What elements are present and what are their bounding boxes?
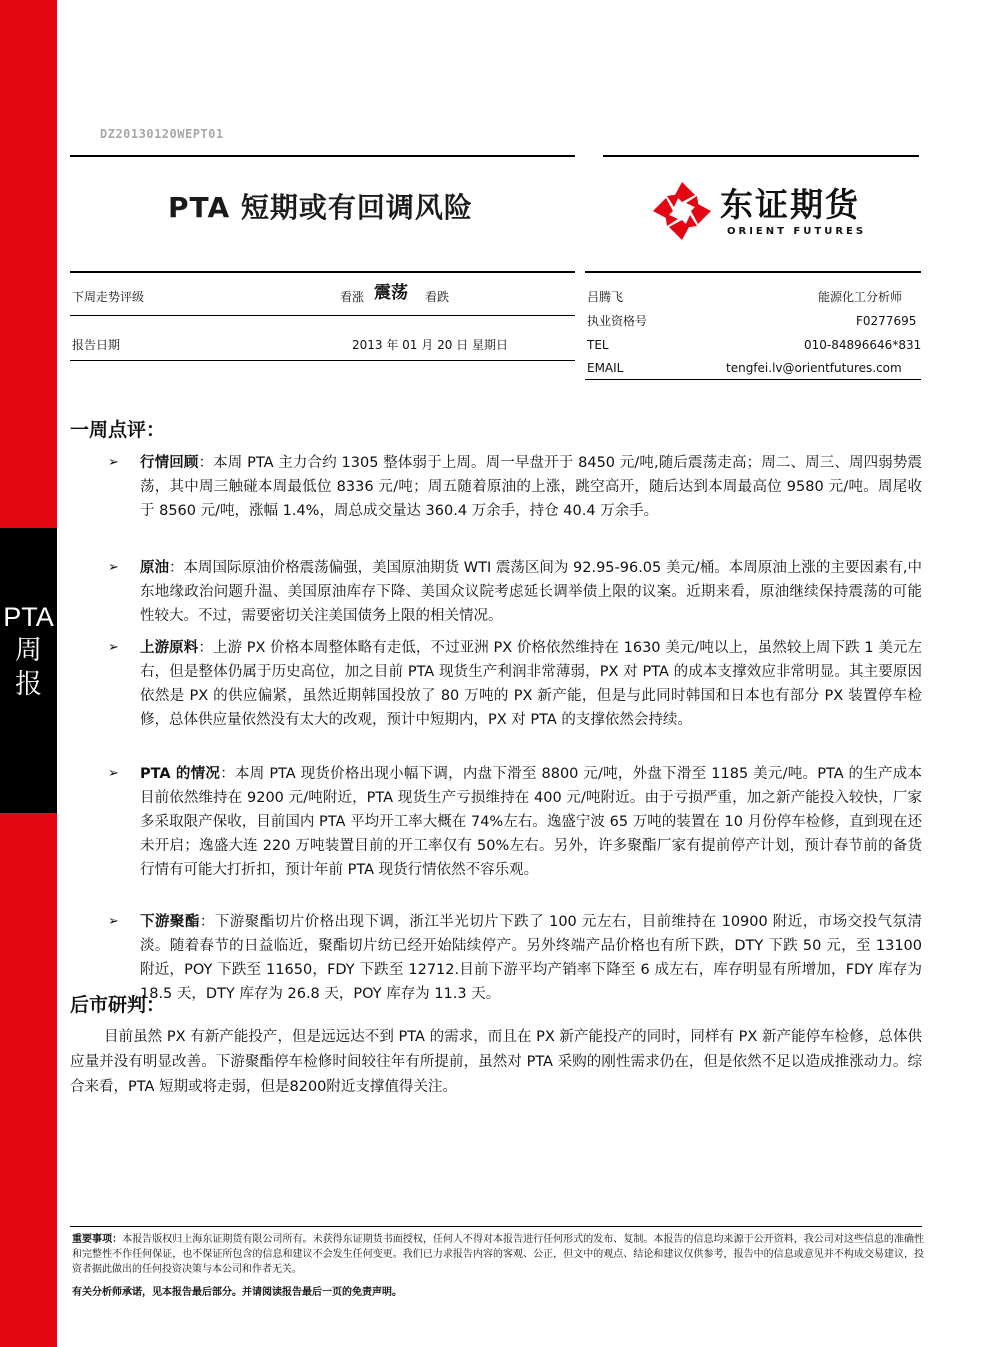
info-rule-left	[70, 271, 575, 273]
tel-value: 010-84896646*831	[804, 338, 922, 352]
license-value: F0277695	[856, 314, 917, 328]
review-item-key: 上游原料	[140, 640, 199, 656]
bullet-icon: ➢	[108, 766, 119, 781]
review-item-text: ：本周 PTA 现货价格出现小幅下调，内盘下滑至 8800 元/吨，外盘下滑至 1185 美元/吨。PTA 的生产成本目前依然维持在 9200 元/吨附近，PTA 现货生产亏损维持在 400 元/吨附近。由于亏损严重，加之新产能投入较快，厂家多采取限产保收，目前国内 PTA 平均开工率大概在 74%左右。逸盛宁波 65 万吨的装置在 10 月份停车检修，直到现在还未开启；逸盛大连 220 万吨装置目前的开工率仅有 50%左右。另外，许多聚酯厂家有提前停产计划，预计春节前的备货行情有可能大打折扣，预计年前 PTA 现货行情依然不容乐观。	[140, 766, 922, 878]
report-title: PTA 短期或有回调风险	[168, 191, 473, 224]
company-logo-english: ORIENT FUTURES	[727, 226, 867, 237]
review-item-downstream	[140, 910, 922, 1006]
header-rule-right	[603, 155, 919, 157]
report-date-label: 报告日期	[72, 338, 121, 352]
rating-value: 震荡	[374, 283, 408, 303]
review-item-key: 行情回顾	[140, 455, 199, 471]
info-divider-left	[70, 315, 575, 316]
tel-label: TEL	[587, 338, 609, 352]
analyst-promise-note: 有关分析师承诺，见本报告最后部分。并请阅读报告最后一页的免责声明。	[72, 1287, 402, 1298]
review-item-text: ：本周 PTA 主力合约 1305 整体弱于上周。周一早盘开于 8450 元/吨,随后震荡走高；周二、周三、周四弱势震荡，其中周三触碰本周最低位 8336 元/吨；周五随着原油的上涨，跳空高开，随后达到本周最高位 9580 元/吨。周尾收于 8560 元/吨，涨幅 1.4%，周总成交量达 360.4 万余手，持仓 40.4 万余手。	[140, 455, 923, 519]
rating-up-label: 看涨	[340, 290, 365, 304]
info-rule-right	[585, 271, 921, 273]
footer-rule	[70, 1226, 922, 1227]
info-divider-left-2	[70, 360, 575, 361]
license-label: 执业资格号	[587, 314, 648, 328]
review-item-key: 下游聚酯	[140, 914, 200, 930]
info-rule-bottom-right	[585, 379, 921, 380]
review-item-key: 原油	[140, 560, 170, 576]
disclaimer-label: 重要事项：	[72, 1234, 123, 1245]
bullet-icon: ➢	[108, 560, 119, 575]
bullet-icon: ➢	[108, 914, 119, 929]
rating-label: 下周走势评级	[72, 290, 145, 304]
section-heading-outlook: 后市研判：	[70, 994, 166, 1016]
review-item-text: ：本周国际原油价格震荡偏强，美国原油期货 WTI 震荡区间为 92.95-96.05 美元/桶。本周原油上涨的主要因素有,中东地缘政治问题升温、美国原油库存下降、美国众议院考虑延长调举债上限的议案。近期来看，原油继续保持震荡的可能性较大。不过，需要密切关注美国债务上限的相关情况。	[140, 560, 922, 624]
analyst-title: 能源化工分析师	[818, 290, 903, 304]
bullet-icon: ➢	[108, 455, 119, 470]
review-item-text: ：下游聚酯切片价格出现下调，浙江半光切片下跌了 100 元左右，目前维持在 10900 附近，市场交投气氛清淡。随着春节的日益临近，聚酯切片纺已经开始陆续停产。另外终端产品价格也有所下跌，DTY 下跌 50 元，至 13100 附近，POY 下跌至 11650，FDY 下跌至 12712.目前下游平均产销率下降至 6 成左右，库存明显有所增加，FDY 库存为 18.5 天，DTY 库存为 26.8 天，POY 库存为 11.3 天。	[140, 914, 922, 1002]
outlook-paragraph: 目前虽然 PX 有新产能投产，但是远远达不到 PTA 的需求，而且在 PX 新产能投产的同时，同样有 PX 新产能停车检修，总体供应量并没有明显改善。下游聚酯停车检修时间较往年有所提前，虽然对 PTA 采购的刚性需求仍在，但是依然不足以造成推涨动力。综合来看，PTA 短期或将走弱，但是8200附近支撑值得关注。	[70, 1029, 922, 1095]
review-item-market	[140, 451, 922, 523]
review-item-text: ：上游 PX 价格本周整体略有走低，不过亚洲 PX 价格依然维持在 1630 美元/吨以上，虽然较上周下跌 1 美元左右，但是整体仍属于历史高位，加之目前 PTA 现货生产利润非常薄弱，PX 对 PTA 的成本支撑效应非常明显。其主要原因依然是 PX 的供应偏紧，虽然近期韩国投放了 80 万吨的 PX 新产能，但是与此同时韩国和日本也有部分 PX 装置停车检修，总体供应量依然没有太大的改观，预计中短期内，PX 对 PTA 的支撑依然会持续。	[140, 640, 922, 728]
company-logo-icon	[651, 180, 713, 242]
review-item-pta	[140, 762, 922, 882]
document-code: DZ20130120WEPT01	[100, 127, 224, 141]
section-heading-review: 一周点评：	[70, 419, 166, 441]
company-logo-text: 东证期货	[720, 185, 860, 224]
email-value: tengfei.lv@orientfutures.com	[726, 361, 902, 375]
bullet-icon: ➢	[108, 640, 119, 655]
email-label: EMAIL	[587, 361, 624, 375]
report-date-value: 2013 年 01 月 20 日 星期日	[352, 338, 508, 352]
disclaimer	[72, 1232, 924, 1277]
header-rule-left	[70, 155, 575, 157]
review-item-key: PTA 的情况	[140, 766, 221, 782]
review-item-crude	[140, 556, 922, 628]
rating-down-label: 看跌	[425, 290, 450, 304]
disclaimer-text: 本报告版权归上海东证期货有限公司所有。未获得东证期货书面授权，任何人不得对本报告进行任何形式的发布、复制。本报告的信息均来源于公开资料，我公司对这些信息的准确性和完整性不作任何保证，也不保证所包含的信息和建议不会发生任何变更。我们已力求报告内容的客观、公正，但文中的观点、结论和建议仅供参考，报告中的信息或意见并不构成交易建议，投资者据此做出的任何投资决策与本公司和作者无关。	[72, 1234, 925, 1275]
analyst-name: 吕腾飞	[587, 290, 624, 304]
review-item-upstream	[140, 636, 922, 732]
report-type-label: PTA 周 报	[3, 602, 54, 700]
